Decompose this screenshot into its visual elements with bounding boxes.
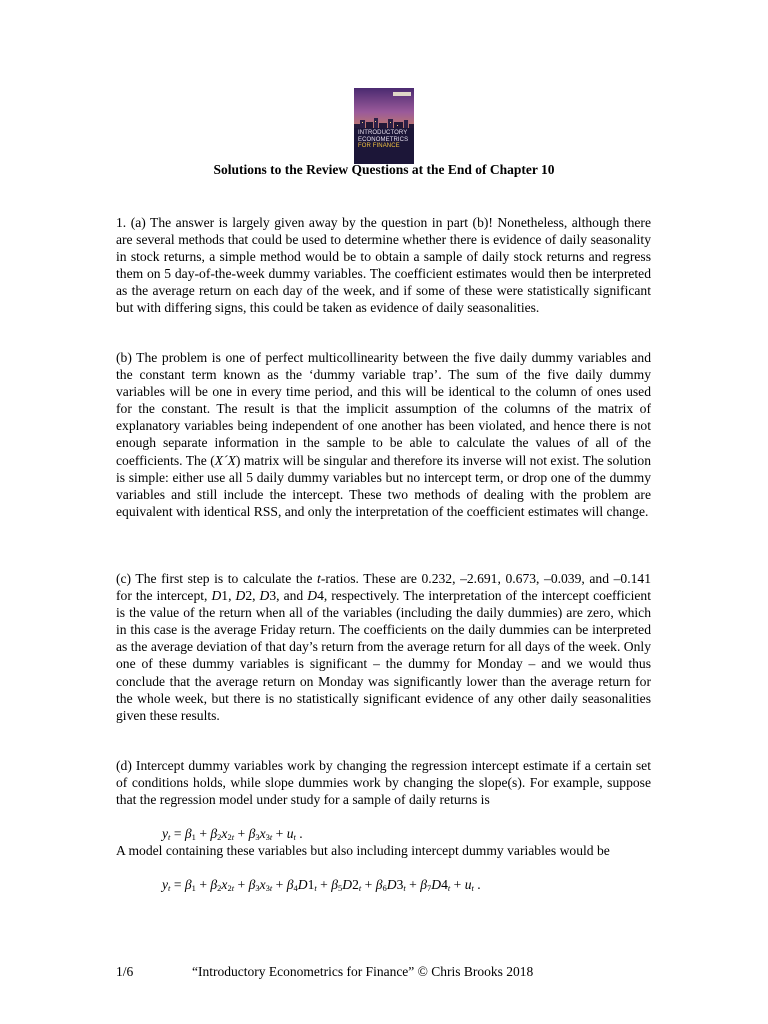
matrix-xx: X´X <box>214 452 236 468</box>
p3-text-b: -ratios. These are 0.232, –2.691, 0.673, –0.039, and –0.141 for the intercept, <box>116 571 651 604</box>
footer-copyright: “Introductory Econometrics for Finance” © Chris Brooks 2018 <box>192 964 534 979</box>
paragraph-1b-part1: (b) The problem is one of perfect multicollinearity between the five daily dummy variables and the constant term known as the ‘dummy variable trap’. The sum of the five daily dummy variables will be one in every time period, and this will be identical to the column of ones used for the constant. The result is that the implicit assumption of the columns of the matrix of explanatory variables being independent of one another has been violated, and hence there is not enough separate information in the sample to be able to calculate the values of all of the coefficients. The ( <box>116 350 651 468</box>
p3-d3: D <box>259 588 270 604</box>
p3-text-c: , respectively. The interpretation of the intercept coefficient is the value of the return when all of the variables (including the daily dummies) are zero, which in this case is the average Friday return. The coefficients on the daily dummies can be interpreted as the average deviation of that day’s return from the average return for all days of the week. Only one of these dummy variables is significant – the dummy for Monday – and we would thus conclude that the average return on Monday was significantly lower than the average return for the whole week, but there is no statistically significant evidence of any other daily seasonalities given these results. <box>116 588 652 723</box>
p3-n4: 4 <box>317 588 324 604</box>
paragraph-1c <box>116 570 651 724</box>
p3-n2: 2, <box>245 588 260 604</box>
cover-line-3: FOR FINANCE <box>358 143 400 149</box>
p3-d1: D <box>211 588 222 604</box>
p3-n1: 1, <box>221 588 236 604</box>
p3-t: t <box>317 571 321 586</box>
cover-author-badge <box>393 92 411 96</box>
cover-line-1: INTRODUCTORY <box>358 130 408 136</box>
paragraph-1d: (d) Intercept dummy variables work by changing the regression intercept estimate if a certain set of conditions holds, while slope dummies work by changing the slope(s). For example, suppose that the regression model under study for a sample of daily returns is <box>116 758 651 808</box>
cover-line-2: ECONOMETRICS <box>358 136 409 143</box>
footer-page-number: 1/6 <box>116 964 134 979</box>
paragraph-1b <box>116 349 651 520</box>
p3-text-a: (c) The first step is to calculate the <box>116 571 318 586</box>
equation-1: $y_t = \beta_1 + \beta_2x_{2t} + \beta_3x_{3t} + u_t$ . <box>162 826 303 842</box>
paragraph-1a: 1. (a) The answer is largely given away by the question in part (b)! Nonetheless, although there are several methods that could be used to determine whether there is evidence of daily seasonality in stock returns, a simple method would be to obtain a sample of daily stock returns and regress them on 5 day-of-the-week dummy variables. The coefficient estimates would then be interpreted as the average return on each day of the week, and if some of these were statistically significant but with differing signs, this could be taken as evidence of daily seasonalities. <box>116 215 651 316</box>
p3-d2: D <box>235 588 246 604</box>
equation-2: $y_t = \beta_1 + \beta_2x_{2t} + \beta_3x_{3t} + \beta_4D1_t + \beta_5D2_t + \beta_6D3_t + \beta_7D4_t + u_t$ . <box>162 877 481 893</box>
paragraph-1d-cont: A model containing these variables but also including intercept dummy variables would be <box>116 843 610 858</box>
cover-title-text <box>358 130 408 150</box>
p3-d4: D <box>307 588 318 604</box>
paragraph-1b-part2: ) matrix will be singular and therefore its inverse will not exist. The solution is simple: either use all 5 daily dummy variables but no intercept term, or drop one of the dummy variables and still include the intercept. These two methods of dealing with the problem are equivalent with identical RSS, and only the interpretation of the coefficient estimates will change. <box>116 452 651 519</box>
page-title: Solutions to the Review Questions at the End of Chapter 10 <box>213 162 555 177</box>
p3-n3: 3, and <box>269 588 308 604</box>
book-cover-image <box>354 88 414 164</box>
